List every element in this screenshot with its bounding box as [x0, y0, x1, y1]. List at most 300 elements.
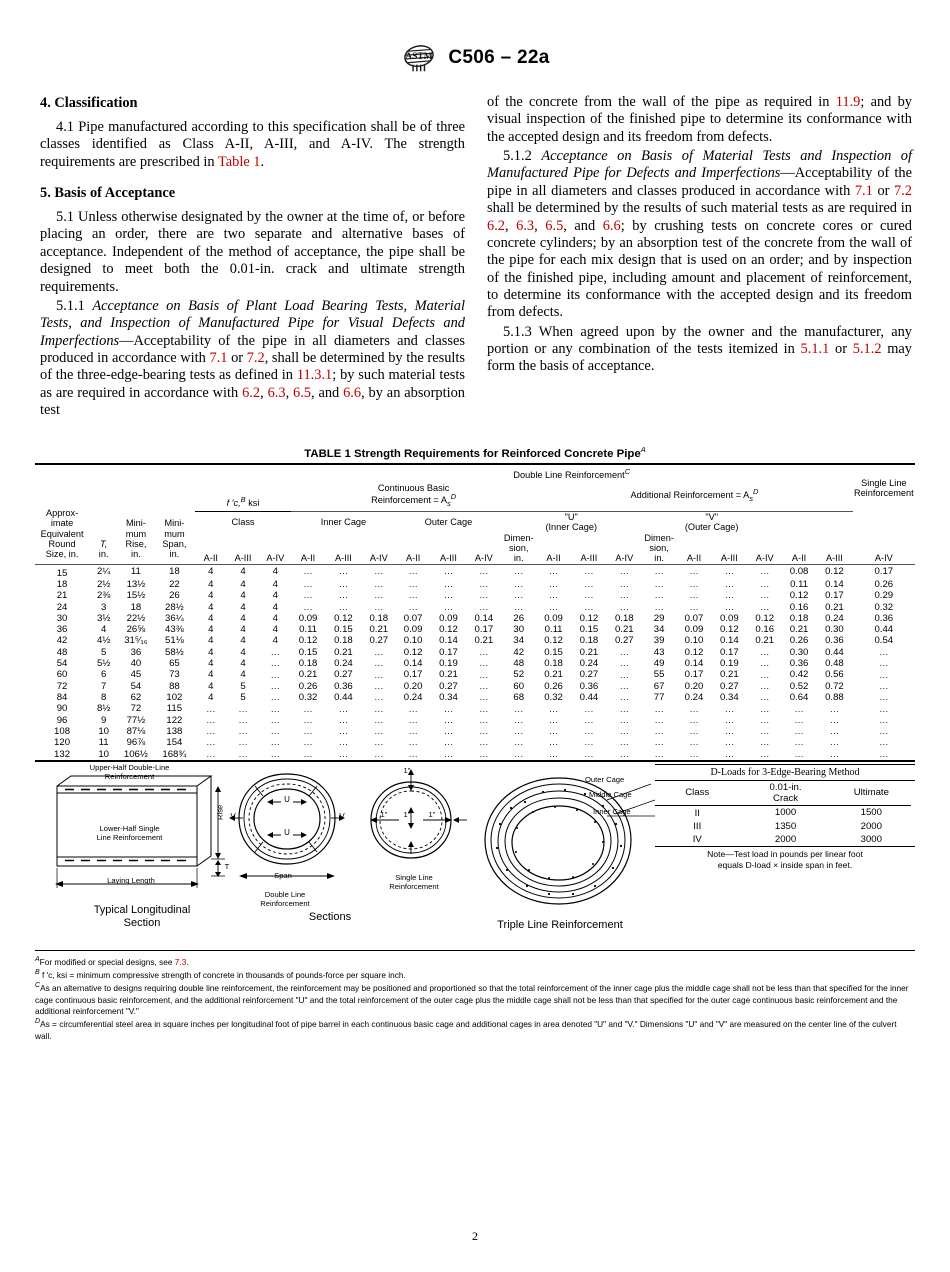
cell-v-dimension: 39: [653, 635, 665, 647]
ref-6-5[interactable]: 6.5: [293, 384, 312, 401]
dload-table-area: [655, 764, 915, 942]
cell-fc-1: 4: [240, 601, 246, 613]
cell-T: 4: [100, 624, 107, 636]
cell-outer-0: 0.20: [403, 680, 423, 692]
cell-fc-0: 4: [208, 635, 214, 647]
cell-fc-2: …: [270, 646, 281, 658]
cell-u-1: …: [584, 601, 594, 613]
table-1-title: [35, 445, 915, 463]
cell-u-dimension: 52: [513, 669, 525, 681]
cell-inner-2: …: [373, 590, 384, 602]
cell-single-2: 0.17: [874, 566, 894, 578]
label-rise: Rise: [215, 804, 225, 820]
header-inner-a4: A-IV: [369, 553, 388, 564]
ref-6-5-b[interactable]: 6.5: [545, 217, 564, 234]
para-5-1-1-a: —Acceptability of the pipe in all diameters and classes produced in accordance with: [40, 332, 465, 366]
footnote-a-text-b: .: [186, 956, 189, 967]
cell-outer-0: 0.10: [403, 635, 423, 647]
cell-u-0: …: [548, 726, 559, 738]
cell-outer-2: …: [479, 714, 489, 726]
label-double-line-reinforcement: [240, 891, 330, 908]
table-row: [35, 726, 915, 737]
cell-outer-0: …: [408, 714, 418, 726]
cell-rise: 18: [130, 601, 142, 613]
cell-v-1: …: [724, 601, 735, 613]
cell-span: 102: [166, 692, 183, 704]
cell-u-0: 0.11: [544, 624, 563, 636]
cell-outer-1: …: [443, 748, 454, 760]
ref-6-2[interactable]: 6.2: [242, 384, 261, 401]
footnote-d-text: As = circumferential steel area in square inches per longitudinal foot of pipe barrel in each continuous basic cage and additional cages in area denoted "U" and "V." Dimensions "U" and "V" are measured on the center line of the culvert wall.: [35, 1019, 897, 1041]
cell-u-0: 0.21: [544, 669, 563, 681]
footnote-c-mark: C: [35, 982, 41, 990]
cell-size: 96: [56, 714, 68, 726]
caption-longitudinal-l1: Typical Longitudinal: [93, 903, 191, 916]
header-min-rise-l4: in.: [131, 549, 141, 560]
cell-inner-2: …: [373, 714, 384, 726]
ref-5-1-1[interactable]: 5.1.1: [800, 341, 830, 358]
cell-outer-1: …: [443, 566, 454, 578]
cell-inner-0: …: [303, 714, 313, 726]
header-fc-label: f ′c,: [226, 497, 241, 508]
dload-header-crack-l2: Crack: [773, 792, 799, 804]
cell-v-0: 0.09: [684, 624, 704, 636]
header-v-l2: (Outer Cage): [684, 522, 739, 533]
cell-v-0: 0.12: [684, 646, 704, 658]
ref-11-9[interactable]: 11.9: [835, 94, 861, 110]
cell-outer-2: …: [479, 703, 489, 715]
header-approx-size-l4: Round: [48, 539, 76, 550]
cell-u-2: …: [619, 748, 630, 760]
cell-u-0: 0.32: [544, 692, 563, 704]
header-continuous-l1: Continuous Basic: [377, 482, 450, 493]
footnote-c: [35, 981, 915, 1017]
para-5-1-1-cont-b: ; and by visual inspection of the finished pipe to determine its conformance with the accepted design and its freedom from defects.: [487, 94, 912, 145]
paragraph-5-1-2: [487, 148, 912, 322]
cell-inner-0: 0.26: [298, 680, 318, 692]
cell-v-1: 0.34: [720, 692, 739, 704]
para-5-1-2-d: ,: [505, 217, 517, 234]
header-u-a2: A-II: [546, 553, 561, 564]
cell-inner-0: …: [303, 601, 313, 613]
table-row: [35, 602, 915, 613]
label-T: T: [224, 861, 230, 871]
header-u-dim-l1: Dimen-: [503, 532, 534, 543]
dload-row: [655, 820, 911, 833]
cell-outer-0: 0.24: [403, 692, 423, 704]
table-row: [35, 658, 915, 669]
header-single-a4: A-IV: [874, 553, 893, 564]
cell-outer-0: …: [408, 601, 418, 613]
cell-fc-1: …: [238, 714, 248, 726]
cell-v-dimension: …: [654, 566, 664, 578]
dload-table-title: D-Loads for 3-Edge-Bearing Method: [655, 764, 915, 781]
header-v-dim-l3: in.: [654, 553, 664, 564]
cell-u-dimension: …: [513, 703, 524, 715]
cell-outer-1: …: [443, 714, 454, 726]
cell-single-1: 0.21: [825, 601, 844, 613]
table-row: [35, 647, 915, 658]
cell-v-0: …: [689, 726, 699, 738]
cell-v-dimension: …: [654, 579, 664, 591]
cell-outer-2: …: [479, 658, 489, 670]
cell-v-2: …: [759, 748, 770, 760]
cell-size: 15: [56, 567, 68, 579]
table-header-row-1: [35, 464, 915, 480]
footnote-a-ref[interactable]: 7.3: [174, 956, 187, 967]
header-min-span-l4: in.: [169, 549, 180, 560]
dload-cell-class: IV: [692, 833, 702, 845]
header-approx-size-l5: Size, in.: [45, 549, 79, 560]
cell-single-0: …: [794, 714, 804, 726]
para-5-1-1-h: , by an absorption test: [40, 384, 465, 419]
header-u-l1: "U": [564, 512, 578, 523]
cell-v-2: …: [759, 726, 770, 738]
header-continuous-basic: [291, 481, 537, 512]
table-1-link[interactable]: Table 1: [217, 153, 261, 170]
header-min-rise-l2: mum: [125, 528, 147, 539]
table-row: [35, 749, 915, 761]
cell-size: 120: [54, 737, 71, 749]
cell-fc-2: …: [270, 692, 281, 704]
dload-cell-class: III: [693, 820, 702, 832]
ref-5-1-2[interactable]: 5.1.2: [852, 341, 882, 358]
table-row: [35, 715, 915, 726]
cell-single-1: …: [829, 726, 840, 738]
cell-span: 26: [169, 590, 180, 602]
cell-outer-0: …: [408, 737, 418, 749]
cell-single-1: 0.56: [825, 669, 844, 681]
cell-rise: 15½: [126, 590, 146, 602]
cell-u-dimension: 60: [513, 680, 525, 692]
cell-u-0: …: [548, 590, 559, 602]
footnote-d: [35, 1017, 915, 1042]
cell-inner-2: …: [373, 748, 384, 760]
cell-outer-1: 0.21: [439, 669, 458, 681]
table-row: [35, 635, 915, 646]
ref-6-3[interactable]: 6.3: [267, 384, 286, 401]
cell-single-0: 0.21: [789, 624, 809, 636]
cell-T: 11: [98, 737, 109, 749]
cell-rise: 13½: [126, 578, 146, 590]
header-fc-unit: ksi: [245, 497, 260, 508]
para-5-1-2-italic-title: Acceptance on Basis of Material Tests and Inspection of Manufactured Pipe for Defects and Imperfections: [487, 148, 912, 182]
label-one-inch-top: 1": [403, 765, 411, 775]
cell-u-2: …: [619, 601, 630, 613]
label-one-inch-center: 1": [403, 809, 411, 819]
cell-single-0: 0.30: [789, 646, 809, 658]
table-footnotes: [35, 950, 915, 1042]
label-one-inch-right: 1": [428, 809, 436, 819]
table-row: [35, 703, 915, 714]
cell-fc-1: 4: [240, 612, 246, 624]
cell-inner-1: 0.27: [334, 669, 353, 681]
cell-rise: 22½: [126, 612, 146, 624]
cell-fc-0: 4: [208, 601, 214, 613]
cell-inner-2: …: [373, 601, 384, 613]
header-min-rise-l1: Mini-: [125, 518, 146, 529]
ref-6-6-b[interactable]: 6.6: [602, 217, 621, 234]
ref-7-2[interactable]: 7.2: [246, 349, 265, 366]
cell-outer-0: 0.12: [403, 646, 423, 658]
svg-text:ASTM: ASTM: [405, 51, 434, 62]
cell-fc-0: 4: [208, 612, 214, 624]
header-v-a4: A-IV: [755, 553, 774, 564]
cell-inner-0: …: [303, 590, 313, 602]
cell-fc-0: 4: [208, 566, 214, 578]
cell-u-0: …: [548, 601, 559, 613]
cell-u-2: …: [619, 646, 630, 658]
cell-single-0: 0.42: [789, 669, 809, 681]
label-double-l1: Double Line: [264, 889, 306, 899]
cell-inner-2: …: [373, 669, 384, 681]
label-middle-cage: Middle Cage: [589, 789, 632, 799]
cell-size: 84: [56, 692, 68, 704]
cell-outer-2: …: [479, 737, 489, 749]
header-single-line-reinforcement: [853, 464, 915, 511]
cell-v-0: 0.10: [684, 635, 704, 647]
cell-outer-2: …: [479, 566, 489, 578]
table-row: [35, 579, 915, 590]
dload-header-crack: [739, 781, 831, 806]
cell-u-1: 0.44: [579, 692, 599, 704]
footnote-c-text: As an alternative to designs requiring double line reinforcement, the reinforcement may be positioned and proportioned so that the total reinforcement of the inner cage plus the middle cage shall not be less than that specified for the inner cage continuous basic reinforcement, and the additional reinforcement "U" and the total reinforcement of the outer cage plus the middle cage shall not be less than that specified for the outer cage continuous basic reinforcement and the additional reinforcement "V.": [35, 983, 909, 1016]
cell-v-2: …: [759, 590, 770, 602]
cell-T: 10: [98, 748, 109, 760]
cell-u-2: …: [619, 579, 630, 591]
cell-outer-0: 0.07: [403, 612, 423, 624]
cell-outer-0: …: [408, 703, 418, 715]
cell-single-0: 0.16: [789, 601, 809, 613]
table-row: [35, 613, 915, 624]
para-4-1-text-b: .: [260, 153, 265, 170]
cell-v-dimension: …: [654, 703, 664, 715]
header-approx-size-l3: Equivalent: [40, 528, 84, 539]
cell-outer-1: …: [443, 726, 454, 738]
para-5-1-1-number: 5.1.1: [56, 297, 85, 314]
cell-fc-2: 4: [272, 590, 278, 602]
cell-u-1: 0.21: [579, 646, 599, 658]
dload-cell-ultimate: 1500: [860, 807, 882, 819]
para-5-1-1-cont-a: of the concrete from the wall of the pipe as required in: [487, 94, 836, 110]
cell-fc-2: 4: [272, 578, 278, 590]
header-single-line-l1: Single Line: [861, 478, 907, 489]
ref-11-3-1[interactable]: 11.3.1: [296, 367, 333, 384]
cell-inner-1: 0.15: [334, 624, 353, 636]
cell-inner-1: …: [338, 566, 349, 578]
cell-v-0: 0.17: [684, 669, 704, 681]
cell-outer-2: …: [479, 726, 489, 738]
cell-u-1: 0.27: [579, 669, 599, 681]
cell-v-dimension: 49: [653, 658, 665, 670]
ref-7-2-b[interactable]: 7.2: [894, 182, 913, 199]
cell-v-dimension: 43: [653, 646, 665, 658]
cell-inner-2: …: [373, 737, 384, 749]
cell-fc-0: …: [206, 703, 216, 715]
cell-fc-0: …: [206, 726, 216, 738]
cell-inner-0: 0.11: [299, 624, 318, 636]
ref-6-2-b[interactable]: 6.2: [487, 217, 505, 234]
cell-v-1: …: [724, 726, 735, 738]
cell-v-2: …: [759, 737, 770, 749]
ref-6-6[interactable]: 6.6: [343, 384, 362, 401]
cell-v-0: 0.20: [684, 680, 704, 692]
cell-inner-2: …: [373, 692, 384, 704]
cell-single-2: …: [879, 658, 889, 670]
cell-fc-2: …: [270, 703, 281, 715]
cell-size: 18: [56, 578, 68, 590]
cell-v-2: …: [759, 601, 770, 613]
cell-v-1: …: [724, 703, 735, 715]
cell-u-2: …: [619, 590, 630, 602]
cell-v-dimension: …: [654, 737, 664, 749]
para-5-1-3-c: may form the basis of acceptance.: [487, 341, 913, 375]
cell-u-0: 0.18: [544, 658, 563, 670]
cell-outer-1: …: [443, 703, 454, 715]
caption-sections: Sections: [308, 910, 352, 923]
cell-u-0: …: [548, 714, 559, 726]
label-V-right: V: [339, 811, 345, 821]
cell-single-1: 0.44: [825, 646, 844, 658]
cell-v-dimension: …: [654, 601, 664, 613]
cell-fc-2: …: [270, 737, 281, 749]
cell-u-0: …: [548, 737, 559, 749]
cell-size: 54: [56, 658, 68, 670]
cell-span: 18: [169, 566, 180, 578]
header-additional-sup: D: [753, 486, 759, 496]
header-v-dim-l1: Dimen-: [644, 532, 674, 543]
cell-v-0: …: [689, 703, 699, 715]
cell-single-0: 0.64: [789, 692, 809, 704]
cell-T: 2½: [96, 578, 111, 590]
cell-fc-2: 4: [272, 601, 278, 613]
label-outer-cage: Outer Cage: [585, 774, 625, 784]
dload-row: [655, 805, 911, 820]
document-number: C506 – 22a: [448, 47, 550, 68]
header-single-line-l2: Reinforcement: [853, 488, 914, 499]
cell-inner-2: …: [373, 680, 384, 692]
label-double-l2: Reinforcement: [260, 898, 310, 908]
header-inner-a3: A-III: [334, 553, 352, 564]
cell-v-2: …: [759, 692, 770, 704]
header-v-a3: A-III: [720, 553, 738, 564]
cell-v-0: 0.07: [684, 612, 704, 624]
cell-outer-0: …: [408, 590, 418, 602]
label-V-left: V: [230, 811, 236, 821]
cell-u-0: 0.15: [544, 646, 563, 658]
header-u-dim-l2: sion,: [508, 543, 529, 554]
dload-cell-ultimate: 2000: [860, 820, 882, 832]
cell-single-1: 0.88: [825, 692, 844, 704]
dload-note: [655, 846, 915, 870]
cell-v-dimension: 29: [653, 612, 665, 624]
cell-inner-1: …: [338, 579, 349, 591]
cell-single-2: 0.44: [874, 624, 894, 636]
cell-v-dimension: …: [654, 590, 664, 602]
para-5-1-2-f: , and: [563, 217, 603, 234]
cell-inner-1: 0.44: [334, 692, 353, 704]
cell-u-2: …: [619, 680, 630, 692]
cell-T: 2¼: [96, 566, 111, 578]
header-u-dimension: [501, 533, 536, 564]
table-row: [35, 564, 915, 579]
cell-single-0: 0.12: [789, 590, 809, 602]
caption-typical-longitudinal-section: [57, 904, 227, 930]
cell-single-2: …: [879, 703, 889, 715]
para-5-1-1-d: ; by such material tests as are required in accordance with: [40, 367, 465, 401]
figure-and-dload-block: [35, 762, 915, 942]
cell-single-2: 0.32: [874, 601, 894, 613]
ref-6-3-b[interactable]: 6.3: [516, 217, 535, 234]
cell-v-2: …: [759, 579, 770, 591]
label-U-bottom: U: [284, 827, 290, 837]
cell-inner-0: …: [303, 703, 313, 715]
cell-size: 24: [56, 601, 68, 613]
cell-fc-2: 4: [272, 635, 278, 647]
cell-inner-1: 0.12: [334, 612, 353, 624]
cell-T: 3: [100, 601, 107, 613]
cell-fc-1: 4: [240, 669, 246, 681]
astm-logo-icon: [400, 42, 438, 74]
cell-u-dimension: 34: [513, 635, 525, 647]
cell-outer-1: 0.17: [439, 646, 458, 658]
cell-span: 36¼: [165, 612, 184, 624]
body-columns: [0, 80, 950, 419]
cell-single-0: 0.08: [789, 566, 809, 578]
cell-span: 28½: [165, 601, 184, 613]
cell-outer-1: …: [443, 590, 454, 602]
document-header: [0, 0, 950, 80]
para-5-1-number: 5.1: [56, 209, 74, 226]
footnote-b-text: f ′c, ksi = minimum compressive strength of concrete in thousands of pounds-force per square inch.: [39, 969, 406, 980]
dload-cell-crack: 1350: [774, 820, 797, 832]
header-min-span-l3: Span,: [162, 539, 187, 550]
cell-T: 2⅜: [96, 590, 111, 602]
cell-fc-1: …: [238, 748, 248, 760]
cell-v-dimension: …: [654, 714, 664, 726]
cell-v-0: …: [689, 579, 699, 591]
cell-inner-1: 0.18: [334, 635, 353, 647]
cell-v-1: 0.09: [720, 612, 739, 624]
cell-fc-1: 4: [240, 566, 246, 578]
table-row: [35, 590, 915, 601]
ref-7-1[interactable]: 7.1: [209, 349, 228, 366]
header-u-group: [501, 512, 641, 533]
cell-single-2: 0.54: [874, 635, 894, 647]
cell-inner-2: 0.21: [369, 624, 389, 636]
label-lower-l1: Lower-Half Single: [99, 823, 160, 833]
cell-single-1: …: [829, 748, 840, 760]
cell-fc-0: 4: [208, 692, 214, 704]
cell-outer-2: …: [479, 590, 489, 602]
cell-u-0: …: [548, 579, 559, 591]
cell-outer-0: …: [408, 726, 418, 738]
para-5-1-1-e: ,: [260, 384, 268, 401]
cell-u-2: …: [619, 714, 630, 726]
cell-outer-1: 0.27: [439, 680, 458, 692]
cell-inner-1: …: [338, 601, 349, 613]
cell-u-1: …: [584, 737, 594, 749]
cell-single-0: 0.11: [790, 578, 809, 590]
cell-rise: 77½: [126, 714, 146, 726]
label-lower-l2: Line Reinforcement: [96, 832, 163, 842]
cell-inner-1: 0.24: [334, 658, 353, 670]
cell-u-1: …: [584, 566, 594, 578]
cell-u-1: …: [584, 748, 594, 760]
cell-u-dimension: …: [513, 737, 524, 749]
ref-7-1-b[interactable]: 7.1: [854, 182, 873, 199]
cell-T: 5½: [96, 658, 111, 670]
